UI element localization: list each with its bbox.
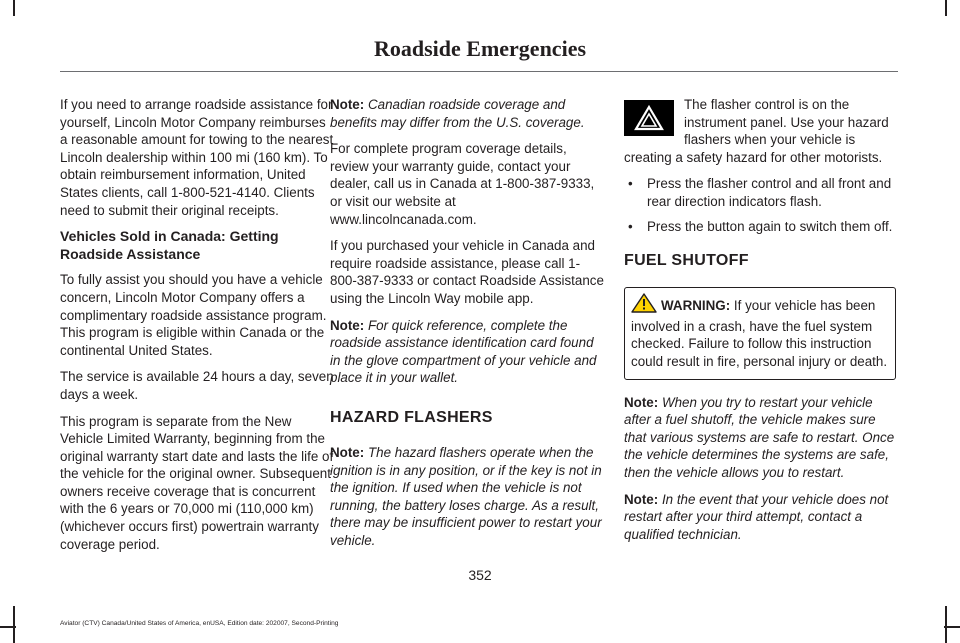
- note-text: For quick reference, complete the roadside assistance identification card found in the glove compartment of your vehicle and place it in your wallet.: [330, 317, 597, 386]
- note-text: When you try to restart your vehicle after a fuel shutoff, the vehicle makes sure that various systems are safe to restart. Once the vehicle determines the systems are safe, then the vehicle allows you to restart.: [624, 394, 895, 480]
- header-rule: [60, 71, 898, 72]
- canada-call-paragraph: If you purchased your vehicle in Canada and require roadside assistance, please call 1-800-387-9333 or contact Roadside Assistance using the Lincoln Way mobile app.: [330, 238, 604, 306]
- crop-mark-bottom-right-v: [945, 606, 947, 643]
- page-title: Roadside Emergencies: [373, 36, 587, 61]
- fuel-shutoff-heading: FUEL SHUTOFF: [624, 252, 749, 270]
- footer-edition-info: Aviator (CTV) Canada/United States of America, enUSA, Edition date: 202007, Second-Printing: [60, 620, 339, 627]
- program-details-paragraph: For complete program coverage details, review your warranty guide, contact your dealer, call us in Canada at 1-800-387-9333, or visit our website at www.lincolncanada.com.: [330, 141, 595, 227]
- note-label: Note:: [330, 317, 365, 333]
- towing-reimbursement-paragraph: If you need to arrange roadside assistance for yourself, Lincoln Motor Company reimburses a reasonable amount for towing to the nearest Lincoln dealership within 100 mi (160 km). To obtain reimbursement information, United States clients, call 1-800-521-4140. Clients need to submit their original receipts.: [60, 97, 334, 218]
- note-quick-reference: [330, 317, 606, 387]
- note-text: The hazard flashers operate when the ignition is in any position, or if the key is not in the ignition. If used when the vehicle is not running, the battery loses charge. As a result, there may be insufficient power to restart your vehicle.: [330, 444, 602, 548]
- flasher-bullet-list: [624, 175, 896, 235]
- crop-mark-top-right-v: [945, 0, 947, 16]
- note-hazard-operation: [330, 444, 606, 550]
- note-text: Canadian roadside coverage and benefits may differ from the U.S. coverage.: [330, 97, 585, 130]
- canada-roadside-heading: Vehicles Sold in Canada: Getting Roadside Assistance: [60, 228, 279, 262]
- bullet-glyph: •: [628, 176, 633, 192]
- column-1: [60, 96, 336, 562]
- list-item-text: Press the flasher control and all front and rear direction indicators flash.: [647, 176, 892, 209]
- program-paragraph: To fully assist you should you have a vehicle concern, Lincoln Motor Company offers a complimentary roadside assistance program. This program is eligible within Canada or the continental United States.: [60, 272, 327, 358]
- note-technician: [624, 491, 896, 544]
- note-label: Note:: [624, 491, 659, 507]
- hazard-flashers-heading: HAZARD FLASHERS: [330, 408, 493, 426]
- crop-mark-bottom-left-v: [13, 606, 15, 643]
- bullet-glyph: •: [628, 218, 633, 234]
- page-number: 352: [468, 567, 492, 583]
- availability-paragraph: The service is available 24 hours a day, seven days a week.: [60, 369, 334, 402]
- warning-triangle-icon: [631, 293, 657, 318]
- note-label: Note:: [330, 97, 365, 112]
- list-item: [624, 218, 896, 236]
- note-label: Note:: [330, 444, 365, 460]
- list-item-text: Press the button again to switch them off.: [647, 218, 893, 234]
- warning-label: WARNING:: [661, 298, 731, 314]
- hazard-control-block: [624, 96, 896, 166]
- note-canada-coverage: [330, 96, 606, 131]
- flasher-control-paragraph: The flasher control is on the instrument panel. Use your hazard flashers when your vehicle is creating a safety hazard for other motorists.: [624, 97, 889, 165]
- note-label: Note:: [624, 394, 659, 410]
- column-2: [330, 96, 606, 558]
- column-3: [624, 96, 896, 552]
- crop-mark-top-left-v: [13, 0, 15, 16]
- warning-text: If your vehicle has been involved in a crash, have the fuel system checked. Failure to follow this instruction could result in fire, personal injury or death.: [631, 298, 888, 369]
- warning-box: [624, 287, 896, 379]
- note-text: In the event that your vehicle does not restart after your third attempt, contact a qualified technician.: [624, 491, 889, 542]
- warranty-paragraph: This program is separate from the New Vehicle Limited Warranty, beginning from the original warranty start date and lasts the life of the vehicle for the original owner. Subsequent owners receive coverage that is concurrent with the 6 years or 70,000 mi (110,000 km) (whichever occurs first) powertrain warranty coverage period.: [60, 413, 334, 552]
- list-item: [624, 175, 896, 210]
- note-restart-check: [624, 394, 896, 482]
- hazard-triangle-icon: [624, 100, 674, 136]
